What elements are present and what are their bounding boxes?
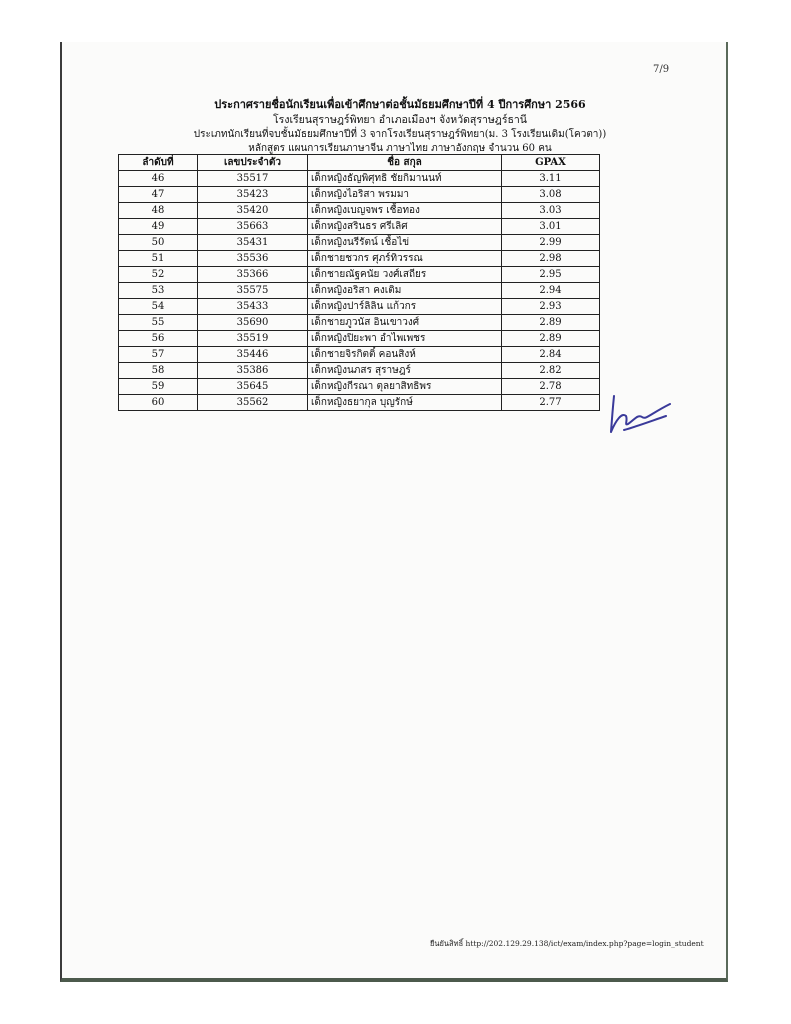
- student-id: 35575: [198, 283, 308, 299]
- student-name: เด็กชายณัฐคนัย วงศ์เสถียร: [308, 267, 502, 283]
- student-name: เด็กหญิงปิยะพา อำไพเพชร: [308, 331, 502, 347]
- column-header-name: ชื่อ สกุล: [308, 155, 502, 171]
- gpax-value: 2.95: [502, 267, 600, 283]
- page-number: 7/9: [653, 64, 670, 75]
- student-id: 35663: [198, 219, 308, 235]
- row-number: 56: [119, 331, 198, 347]
- gpax-value: 2.84: [502, 347, 600, 363]
- row-number: 59: [119, 379, 198, 395]
- student-name: เด็กหญิงสรินธร ศรีเลิศ: [308, 219, 502, 235]
- table-row: [119, 299, 600, 315]
- gpax-value: 2.78: [502, 379, 600, 395]
- student-name: เด็กหญิงไอริสา พรมมา: [308, 187, 502, 203]
- table-row: [119, 267, 600, 283]
- row-number: 58: [119, 363, 198, 379]
- column-header-student-id: เลขประจำตัว: [198, 155, 308, 171]
- row-number: 46: [119, 171, 198, 187]
- row-number: 48: [119, 203, 198, 219]
- student-id: 35433: [198, 299, 308, 315]
- row-number: 53: [119, 283, 198, 299]
- gpax-value: 3.11: [502, 171, 600, 187]
- program-info: หลักสูตร แผนการเรียนภาษาจีน ภาษาไทย ภาษาอังกฤษ จำนวน 60 คน: [248, 143, 552, 154]
- gpax-value: 2.77: [502, 395, 600, 411]
- student-id: 35517: [198, 171, 308, 187]
- student-name: เด็กหญิงธยากุล บุญรักษ์: [308, 395, 502, 411]
- row-number: 52: [119, 267, 198, 283]
- table-row: [119, 395, 600, 411]
- table-row: [119, 219, 600, 235]
- confirmation-url: ยืนยันสิทธิ์ http://202.129.29.138/ict/exam/index.php?page=login_student: [430, 939, 704, 948]
- table-row: [119, 251, 600, 267]
- table-body: [119, 171, 600, 411]
- student-name: เด็กหญิงนภสร สุราษฎร์: [308, 363, 502, 379]
- table-row: [119, 363, 600, 379]
- column-header-gpax: GPAX: [502, 155, 600, 171]
- column-header-number: ลำดับที่: [119, 155, 198, 171]
- row-number: 50: [119, 235, 198, 251]
- row-number: 51: [119, 251, 198, 267]
- student-id: 35423: [198, 187, 308, 203]
- table-row: [119, 283, 600, 299]
- student-id: 35690: [198, 315, 308, 331]
- student-id: 35420: [198, 203, 308, 219]
- student-name: เด็กชายภูวนัส อินเขาวงศ์: [308, 315, 502, 331]
- student-name: เด็กหญิงปาร์ลิลิน แก้วกร: [308, 299, 502, 315]
- gpax-value: 2.93: [502, 299, 600, 315]
- row-number: 57: [119, 347, 198, 363]
- student-category: ประเภทนักเรียนที่จบชั้นมัธยมศึกษาปีที่ 3 จากโรงเรียนสุราษฎร์พิทยา(ม. 3 โรงเรียนเดิม(โควตา)): [193, 129, 607, 140]
- student-table: [118, 154, 600, 411]
- row-number: 49: [119, 219, 198, 235]
- gpax-value: 3.08: [502, 187, 600, 203]
- row-number: 54: [119, 299, 198, 315]
- table-row: [119, 203, 600, 219]
- student-id: 35519: [198, 331, 308, 347]
- student-id: 35386: [198, 363, 308, 379]
- student-name: เด็กหญิงเบญจพร เชื้อทอง: [308, 203, 502, 219]
- table-header-row: [119, 155, 600, 171]
- table-row: [119, 331, 600, 347]
- table-row: [119, 315, 600, 331]
- gpax-value: 2.94: [502, 283, 600, 299]
- row-number: 47: [119, 187, 198, 203]
- student-id: 35645: [198, 379, 308, 395]
- table-row: [119, 171, 600, 187]
- table-row: [119, 235, 600, 251]
- student-id: 35431: [198, 235, 308, 251]
- row-number: 55: [119, 315, 198, 331]
- student-name: เด็กหญิงนรีรัตน์ เชื้อไข่: [308, 235, 502, 251]
- gpax-value: 3.01: [502, 219, 600, 235]
- student-name: เด็กหญิงธัญพิศุทธิ ชัยกิมานนท์: [308, 171, 502, 187]
- table-row: [119, 187, 600, 203]
- student-name: เด็กหญิงกีรณา ตุลยาสิทธิพร: [308, 379, 502, 395]
- student-id: 35446: [198, 347, 308, 363]
- student-id: 35536: [198, 251, 308, 267]
- student-name: เด็กหญิงอริสา คงเติม: [308, 283, 502, 299]
- gpax-value: 3.03: [502, 203, 600, 219]
- table-row: [119, 347, 600, 363]
- student-name: เด็กชายชวกร ศุภร์ทิวรรณ: [308, 251, 502, 267]
- gpax-value: 2.89: [502, 331, 600, 347]
- student-name: เด็กชายจิรกิตติ์ คอนสิงห์: [308, 347, 502, 363]
- row-number: 60: [119, 395, 198, 411]
- gpax-value: 2.82: [502, 363, 600, 379]
- gpax-value: 2.99: [502, 235, 600, 251]
- gpax-value: 2.98: [502, 251, 600, 267]
- student-id: 35366: [198, 267, 308, 283]
- table-row: [119, 379, 600, 395]
- gpax-value: 2.89: [502, 315, 600, 331]
- student-id: 35562: [198, 395, 308, 411]
- announcement-title: ประกาศรายชื่อนักเรียนเพื่อเข้าศึกษาต่อชั้นมัธยมศึกษาปีที่ 4 ปีการศึกษา 2566: [214, 98, 586, 111]
- school-name: โรงเรียนสุราษฎร์พิทยา อำเภอเมืองฯ จังหวัดสุราษฎร์ธานี: [273, 114, 527, 126]
- signature-mark: [604, 390, 674, 436]
